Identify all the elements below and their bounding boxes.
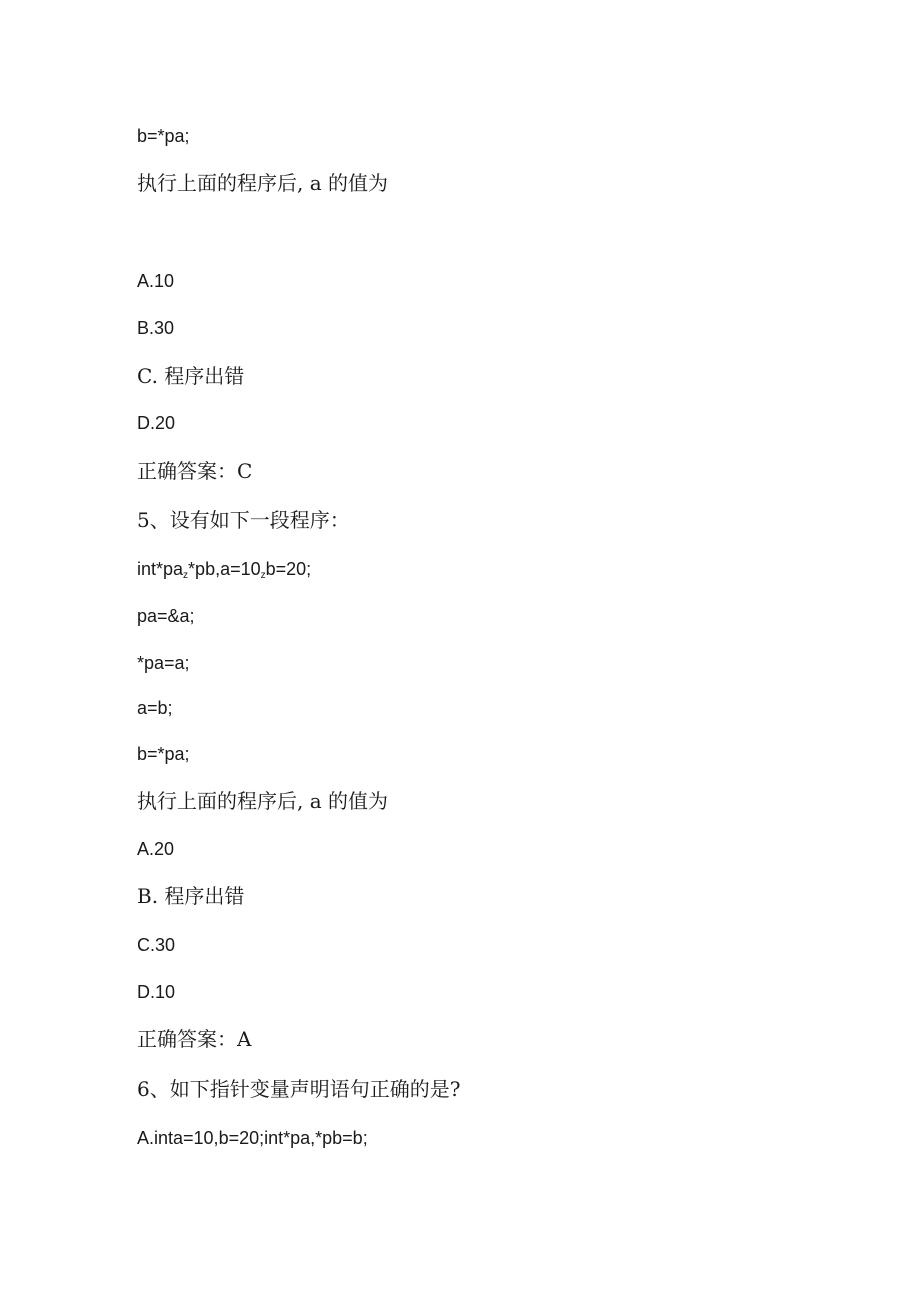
code-line: b=*pa; [137,744,190,764]
option-d: D.20 [137,413,176,433]
question-title: 6、如下指针变量声明语句正确的是? [137,1077,461,1101]
question-title: 5、设有如下一段程序： [137,508,350,532]
correct-answer: 正确答案：A [137,1027,252,1051]
option-b: B. 程序出错 [137,884,245,908]
option-b: B.30 [137,318,175,338]
correct-answer: 正确答案：C [137,459,253,483]
option-a: A.20 [137,839,175,859]
code-line: *pa=a; [137,653,190,673]
option-d: D.10 [137,982,176,1002]
option-a: A.10 [137,271,175,291]
option-c: C.30 [137,935,176,955]
question-prompt: 执行上面的程序后, a 的值为 [137,789,388,813]
question-prompt: 执行上面的程序后, a 的值为 [137,171,388,195]
option-c: C. 程序出错 [137,364,245,388]
code-line: b=*pa; [137,126,190,146]
code-line: $int*pa_z*pb,a=10_zb=20$; [137,559,312,581]
option-a: A.inta=10,b=20;int*pa,*pb=b; [137,1128,368,1148]
code-line: a=b; [137,698,173,718]
code-line: pa=&a; [137,606,195,626]
